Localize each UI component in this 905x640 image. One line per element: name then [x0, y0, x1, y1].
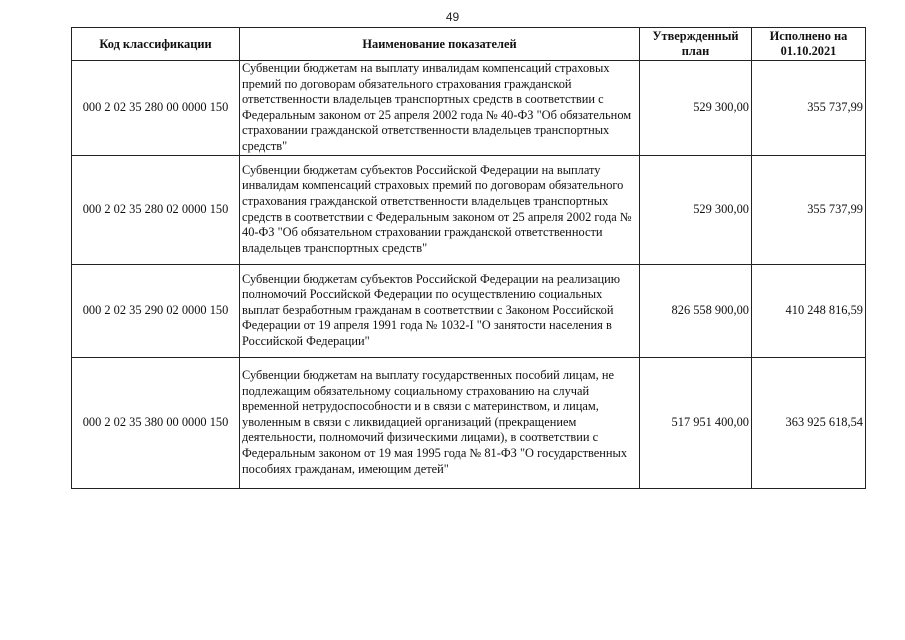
cell-done: 355 737,99	[752, 61, 866, 156]
cell-name: Субвенции бюджетам на выплату государственных пособий лицам, не подлежащим обязательному социальному страхованию на случай временной нетрудоспособности и в связи с материнством, и лицам, уволенным в связи с ликвидацией организаций (прекращением деятельности, полномочий физическими лицами), в соответствии с Федеральным законом от 19 мая 1995 года № 81-ФЗ "О государственных пособиях гражданам, имеющим детей"	[240, 357, 640, 488]
cell-plan: 826 558 900,00	[640, 264, 752, 357]
header-name	[240, 28, 640, 61]
header-plan	[640, 28, 752, 61]
table-row	[72, 357, 866, 488]
header-done	[752, 28, 866, 61]
header-done-line2: 01.10.2021	[780, 44, 837, 58]
header-plan-line1: Утвержденный	[652, 29, 739, 43]
cell-plan: 529 300,00	[640, 155, 752, 264]
cell-code: 000 2 02 35 280 02 0000 150	[72, 155, 240, 264]
header-code-label: Код классификации	[99, 36, 212, 51]
cell-name: Субвенции бюджетам субъектов Российской Федерации на реализацию полномочий Российской Федерации по осуществлению социальных выплат безработным гражданам в соответствии с Законом Российской Федерации от 19 апреля 1991 года № 1032-I "О занятости населения в Российской Федерации"	[240, 264, 640, 357]
cell-done: 410 248 816,59	[752, 264, 866, 357]
cell-name: Субвенции бюджетам субъектов Российской Федерации на выплату инвалидам компенсаций страховых премий по договорам обязательного страхования гражданской ответственности владельцев транспортных средств в соответствии с Федеральным законом от 25 апреля 2002 года № 40-ФЗ "Об обязательном страховании гражданской ответственности владельцев транспортных средств"	[240, 155, 640, 264]
page-number: 49	[445, 10, 460, 24]
table-header-row	[72, 28, 866, 61]
header-code	[72, 28, 240, 61]
header-plan-line2: план	[681, 44, 710, 58]
table-row	[72, 155, 866, 264]
header-name-label: Наименование показателей	[362, 36, 517, 51]
cell-plan: 529 300,00	[640, 61, 752, 156]
table-row	[72, 61, 866, 156]
cell-done: 363 925 618,54	[752, 357, 866, 488]
cell-code: 000 2 02 35 290 02 0000 150	[72, 264, 240, 357]
budget-table	[71, 27, 866, 489]
cell-code: 000 2 02 35 280 00 0000 150	[72, 61, 240, 156]
header-done-line1: Исполнено на	[769, 29, 848, 43]
table-row	[72, 264, 866, 357]
cell-name: Субвенции бюджетам на выплату инвалидам компенсаций страховых премий по договорам обязательного страхования гражданской ответственности владельцев транспортных средств в соответствии с Федеральным законом от 25 апреля 2002 года № 40-ФЗ "Об обязательном страховании гражданской ответственности владельцев транспортных средств"	[240, 61, 640, 156]
cell-code: 000 2 02 35 380 00 0000 150	[72, 357, 240, 488]
cell-done: 355 737,99	[752, 155, 866, 264]
cell-plan: 517 951 400,00	[640, 357, 752, 488]
